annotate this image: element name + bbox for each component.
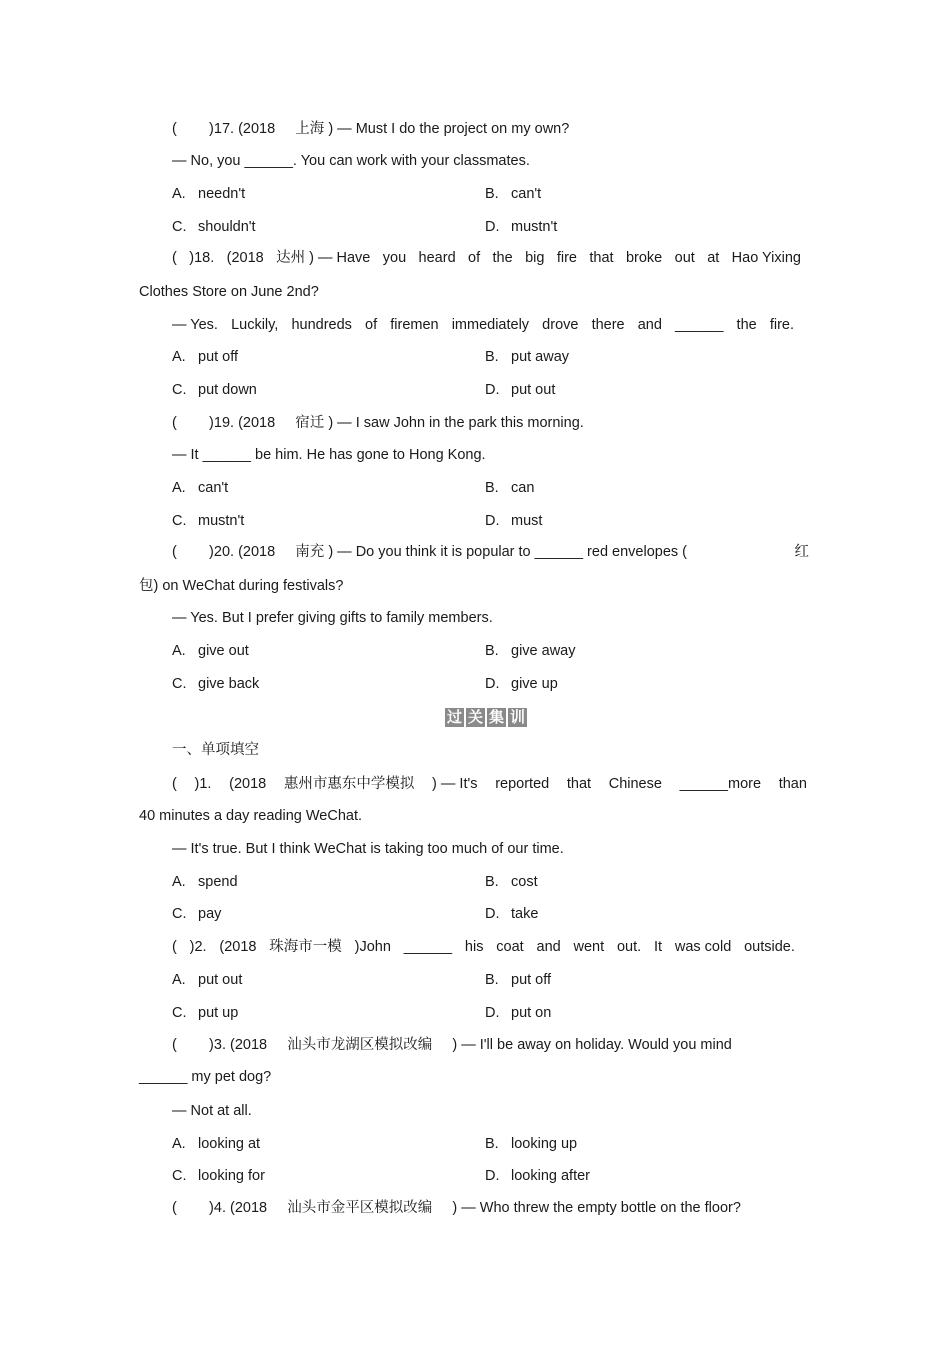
p2-option-a: A. put out	[172, 972, 243, 988]
q20-option-b: B. give away	[485, 643, 576, 659]
q20-stem: ( )20. (2018 南充 ) — Do you think it is popular to ______ red envelopes ( 红	[172, 544, 809, 560]
p3-option-c: C. looking for	[172, 1168, 265, 1184]
q17-option-c: C. shouldn't	[172, 219, 256, 235]
q20-option-a: A. give out	[172, 643, 249, 659]
banner-char: 集	[488, 709, 504, 726]
q18-stem: ( )18. (2018 达州 ) — Have you heard of the big fire that broke out at Hao Yixing	[172, 250, 801, 266]
p2-stem: ( )2. (2018 珠海市一模 )John ______ his coat and went out. It was cold outside.	[172, 939, 795, 955]
p1-option-d: D. take	[485, 906, 539, 922]
q20-reply: — Yes. But I prefer giving gifts to family members.	[172, 610, 493, 626]
q17-option-d: D. mustn't	[485, 219, 558, 235]
q19-option-a: A. can't	[172, 480, 229, 496]
p3-option-a: A. looking at	[172, 1136, 261, 1152]
q19-option-d: D. must	[485, 513, 543, 529]
q18-option-b: B. put away	[485, 349, 570, 365]
q18-option-d: D. put out	[485, 382, 556, 398]
q19-reply: — It ______ be him. He has gone to Hong Kong.	[172, 447, 486, 463]
p3-option-b: B. looking up	[485, 1136, 578, 1152]
q20-stem-continued: 包) on WeChat during festivals?	[139, 578, 344, 594]
p3-option-d: D. looking after	[485, 1168, 590, 1184]
p2-option-c: C. put up	[172, 1005, 239, 1021]
q17-reply: — No, you ______. You can work with your classmates.	[172, 153, 530, 169]
p2-option-d: D. put on	[485, 1005, 552, 1021]
p4-stem: ( )4. (2018 汕头市金平区模拟改编 ) — Who threw the empty bottle on the floor?	[172, 1200, 741, 1216]
q17-option-a: A. needn't	[172, 186, 246, 202]
p3-stem-continued: ______ my pet dog?	[139, 1069, 272, 1085]
p1-option-b: B. cost	[485, 874, 538, 890]
section-title: 一、单项填空	[172, 742, 259, 758]
p1-stem-continued: 40 minutes a day reading WeChat.	[139, 808, 363, 824]
banner-char: 过	[446, 709, 462, 726]
q19-stem: ( )19. (2018 宿迁 ) — I saw John in the park this morning.	[172, 415, 584, 431]
p1-stem: ( )1. (2018 惠州市惠东中学模拟 ) — It's reported that Chinese ______more than	[172, 776, 807, 792]
p1-option-a: A. spend	[172, 874, 238, 890]
p3-stem: ( )3. (2018 汕头市龙湖区模拟改编 ) — I'll be away on holiday. Would you mind	[172, 1037, 732, 1053]
q18-option-a: A. put off	[172, 349, 239, 365]
q20-option-c: C. give back	[172, 676, 260, 692]
q18-reply: — Yes. Luckily, hundreds of firemen immediately drove there and ______ the fire.	[172, 317, 794, 333]
p1-reply: — It's true. But I think WeChat is taking too much of our time.	[172, 841, 564, 857]
q19-option-b: B. can	[485, 480, 535, 496]
q17-stem: ( )17. (2018 上海 ) — Must I do the project on my own?	[172, 121, 570, 137]
q19-option-c: C. mustn't	[172, 513, 245, 529]
p3-reply: — Not at all.	[172, 1103, 252, 1119]
q17-option-b: B. can't	[485, 186, 542, 202]
q20-option-d: D. give up	[485, 676, 558, 692]
q18-option-c: C. put down	[172, 382, 257, 398]
banner-char: 训	[509, 709, 525, 726]
section-banner	[445, 708, 527, 727]
banner-char: 关	[467, 709, 483, 726]
q18-stem-continued: Clothes Store on June 2nd?	[139, 284, 319, 300]
p2-option-b: B. put off	[485, 972, 552, 988]
p1-option-c: C. pay	[172, 906, 222, 922]
